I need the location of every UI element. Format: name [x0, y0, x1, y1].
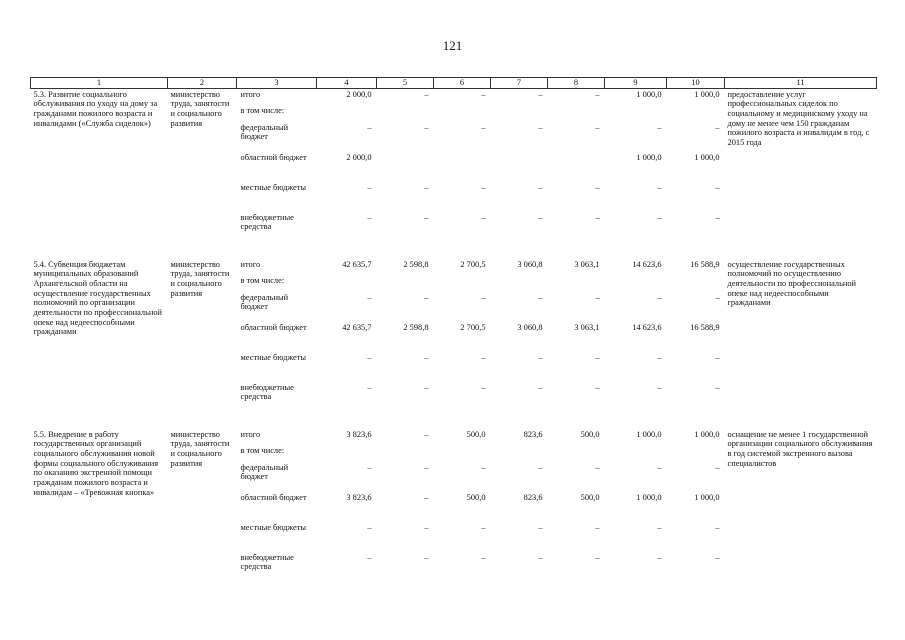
- funding-source: в том числе:: [240, 105, 285, 115]
- funding-value: 2 700,5: [460, 259, 486, 269]
- funding-value: [605, 445, 667, 462]
- funding-value: –: [595, 522, 600, 532]
- column-number: 3: [237, 78, 317, 89]
- funding-value: –: [481, 212, 486, 222]
- funding-value: –: [538, 292, 543, 302]
- funding-value: [434, 275, 491, 292]
- column-number: 6: [434, 78, 491, 89]
- funding-source: местные бюджеты: [240, 352, 307, 362]
- funding-value: [605, 105, 667, 122]
- funding-value: –: [424, 122, 429, 132]
- funding-value: –: [657, 292, 662, 302]
- funding-value: 3 060,8: [517, 322, 543, 332]
- funding-value: –: [657, 522, 662, 532]
- funding-value: [434, 445, 491, 462]
- funding-value: 500,0: [466, 492, 486, 502]
- funding-value: –: [538, 122, 543, 132]
- funding-value: 3 060,8: [517, 259, 543, 269]
- measure-description: 5.5. Внедрение в работу государственных организаций социального обслуживания новой формы социального обслуживания по оказанию экстренной помощи гражданам пожилого возраста и инвалидам – «Тревожная кнопка»: [33, 429, 159, 497]
- funding-value: 2 598,8: [403, 322, 429, 332]
- funding-value: –: [481, 522, 486, 532]
- funding-value: 42 635,7: [342, 259, 372, 269]
- expected-result: осуществление государственных полномочий по осуществлению деятельности по профессиональной опеке над недееспособными гражданами: [727, 259, 857, 308]
- funding-source: местные бюджеты: [240, 522, 307, 532]
- funding-value: [667, 105, 725, 122]
- funding-value: –: [715, 462, 720, 472]
- funding-value: –: [481, 182, 486, 192]
- funding-source: федеральный бюджет: [240, 292, 289, 312]
- funding-source: внебюджетные средства: [240, 382, 294, 402]
- funding-source: итого: [240, 89, 261, 99]
- column-number: 10: [667, 78, 725, 89]
- funding-value: –: [715, 352, 720, 362]
- funding-value: [548, 152, 605, 182]
- funding-value: –: [538, 462, 543, 472]
- column-number: 9: [605, 78, 667, 89]
- funding-value: [491, 105, 548, 122]
- funding-value: 3 063,1: [574, 322, 600, 332]
- column-number: 5: [377, 78, 434, 89]
- funding-value: [548, 275, 605, 292]
- measure-block: [31, 429, 877, 573]
- column-number: 4: [317, 78, 377, 89]
- funding-value: –: [424, 212, 429, 222]
- funding-value: –: [481, 382, 486, 392]
- funding-value: –: [481, 552, 486, 562]
- responsible-executor: министерство труда, занятости и социального развития: [170, 89, 230, 128]
- funding-value: [377, 445, 434, 462]
- funding-value: –: [715, 212, 720, 222]
- funding-value: –: [424, 382, 429, 392]
- column-number: 7: [491, 78, 548, 89]
- funding-source: федеральный бюджет: [240, 122, 289, 142]
- funding-value: –: [715, 382, 720, 392]
- funding-value: –: [481, 292, 486, 302]
- funding-source: внебюджетные средства: [240, 552, 294, 572]
- funding-value: [491, 275, 548, 292]
- funding-value: –: [538, 382, 543, 392]
- funding-value: 823,6: [523, 429, 543, 439]
- funding-value: –: [657, 122, 662, 132]
- funding-value: –: [367, 462, 372, 472]
- column-number: 8: [548, 78, 605, 89]
- funding-value: [434, 152, 491, 182]
- funding-value: –: [367, 292, 372, 302]
- funding-value: 2 700,5: [460, 322, 486, 332]
- funding-value: –: [424, 89, 429, 99]
- funding-value: –: [367, 382, 372, 392]
- measure-block: [31, 259, 877, 429]
- funding-source: в том числе:: [240, 445, 285, 455]
- funding-value: –: [367, 182, 372, 192]
- funding-value: –: [538, 212, 543, 222]
- funding-value: –: [595, 552, 600, 562]
- funding-source: областной бюджет: [240, 152, 307, 162]
- funding-value: [491, 445, 548, 462]
- funding-value: –: [657, 352, 662, 362]
- funding-value: –: [595, 462, 600, 472]
- funding-value: –: [657, 382, 662, 392]
- funding-value: 1 000,0: [636, 492, 662, 502]
- funding-value: –: [424, 429, 429, 439]
- funding-value: –: [367, 352, 372, 362]
- funding-value: [667, 275, 725, 292]
- funding-value: 16 588,9: [690, 322, 720, 332]
- table-row: [31, 429, 877, 445]
- funding-value: –: [595, 352, 600, 362]
- funding-value: 14 623,6: [632, 322, 662, 332]
- funding-value: –: [538, 182, 543, 192]
- funding-value: –: [595, 122, 600, 132]
- funding-value: –: [424, 492, 429, 502]
- funding-value: 1 000,0: [694, 429, 720, 439]
- funding-value: –: [481, 122, 486, 132]
- funding-value: –: [715, 552, 720, 562]
- funding-value: [317, 275, 377, 292]
- funding-value: –: [481, 462, 486, 472]
- funding-value: –: [424, 462, 429, 472]
- funding-value: –: [657, 182, 662, 192]
- funding-value: [605, 275, 667, 292]
- funding-source: итого: [240, 429, 261, 439]
- funding-value: –: [481, 89, 486, 99]
- table-row: [31, 259, 877, 275]
- funding-source: федеральный бюджет: [240, 462, 289, 482]
- funding-value: –: [367, 122, 372, 132]
- funding-value: [667, 445, 725, 462]
- column-number-row: [31, 78, 877, 89]
- funding-value: –: [424, 352, 429, 362]
- funding-value: 3 823,6: [346, 429, 372, 439]
- funding-value: –: [424, 182, 429, 192]
- funding-value: –: [538, 522, 543, 532]
- funding-value: [377, 152, 434, 182]
- funding-value: 14 623,6: [632, 259, 662, 269]
- expected-result: предоставление услуг профессиональных сиделок по социальному и медицинскому уходу на дому не менее чем 150 гражданам пожилого возраста и инвалидам в год, с 2015 года: [727, 89, 870, 147]
- funding-value: –: [424, 292, 429, 302]
- funding-value: [377, 275, 434, 292]
- funding-value: –: [657, 552, 662, 562]
- funding-source: областной бюджет: [240, 322, 307, 332]
- funding-value: –: [595, 292, 600, 302]
- program-table: [30, 77, 877, 573]
- funding-value: –: [424, 552, 429, 562]
- funding-value: –: [657, 212, 662, 222]
- column-number: 2: [168, 78, 237, 89]
- funding-value: –: [595, 382, 600, 392]
- funding-source: в том числе:: [240, 275, 285, 285]
- funding-value: –: [538, 89, 543, 99]
- responsible-executor: министерство труда, занятости и социального развития: [170, 259, 230, 298]
- funding-value: 3 823,6: [346, 492, 372, 502]
- funding-value: 2 598,8: [403, 259, 429, 269]
- funding-value: –: [538, 352, 543, 362]
- funding-value: –: [595, 89, 600, 99]
- expected-result: оснащение не менее 1 государственной организации социального обслуживания в год системой экстренного вызова специалистов: [727, 429, 873, 468]
- funding-value: 1 000,0: [636, 152, 662, 162]
- funding-value: 1 000,0: [636, 89, 662, 99]
- funding-value: –: [481, 352, 486, 362]
- funding-value: –: [715, 522, 720, 532]
- funding-value: –: [657, 462, 662, 472]
- funding-value: –: [595, 182, 600, 192]
- funding-source: итого: [240, 259, 261, 269]
- funding-value: [377, 105, 434, 122]
- measure-block: [31, 88, 877, 259]
- table-header: [31, 78, 877, 89]
- funding-value: 1 000,0: [636, 429, 662, 439]
- funding-value: –: [715, 122, 720, 132]
- funding-value: [317, 105, 377, 122]
- funding-source: внебюджетные средства: [240, 212, 294, 232]
- funding-value: [548, 445, 605, 462]
- funding-value: –: [715, 292, 720, 302]
- funding-value: 500,0: [466, 429, 486, 439]
- funding-value: 2 000,0: [346, 152, 372, 162]
- measure-description: 5.4. Субвенция бюджетам муниципальных образований Архангельской области на осуществление государственных полномочий по организации деятельности по профессиональной опеке над недееспособными гражданами: [33, 259, 163, 337]
- funding-value: –: [367, 212, 372, 222]
- page-number: 121: [442, 38, 463, 53]
- funding-source: местные бюджеты: [240, 182, 307, 192]
- table-row: [31, 88, 877, 105]
- column-number: 11: [725, 78, 877, 89]
- funding-value: –: [367, 552, 372, 562]
- funding-source: областной бюджет: [240, 492, 307, 502]
- funding-value: [317, 445, 377, 462]
- funding-value: 1 000,0: [694, 89, 720, 99]
- funding-value: 16 588,9: [690, 259, 720, 269]
- funding-value: –: [715, 182, 720, 192]
- funding-value: 1 000,0: [694, 152, 720, 162]
- funding-value: [434, 105, 491, 122]
- funding-value: [491, 152, 548, 182]
- funding-value: 823,6: [523, 492, 543, 502]
- funding-value: 500,0: [580, 492, 600, 502]
- funding-value: –: [367, 522, 372, 532]
- column-number: 1: [31, 78, 168, 89]
- funding-value: 3 063,1: [574, 259, 600, 269]
- funding-value: –: [595, 212, 600, 222]
- funding-value: –: [538, 552, 543, 562]
- funding-value: 1 000,0: [694, 492, 720, 502]
- funding-value: –: [424, 522, 429, 532]
- funding-value: 500,0: [580, 429, 600, 439]
- funding-value: [548, 105, 605, 122]
- responsible-executor: министерство труда, занятости и социального развития: [170, 429, 230, 468]
- funding-value: 42 635,7: [342, 322, 372, 332]
- measure-description: 5.3. Развитие социального обслуживания по уходу на дому за гражданами пожилого возраста и инвалидами («Служба сиделок»): [33, 89, 158, 128]
- funding-value: 2 000,0: [346, 89, 372, 99]
